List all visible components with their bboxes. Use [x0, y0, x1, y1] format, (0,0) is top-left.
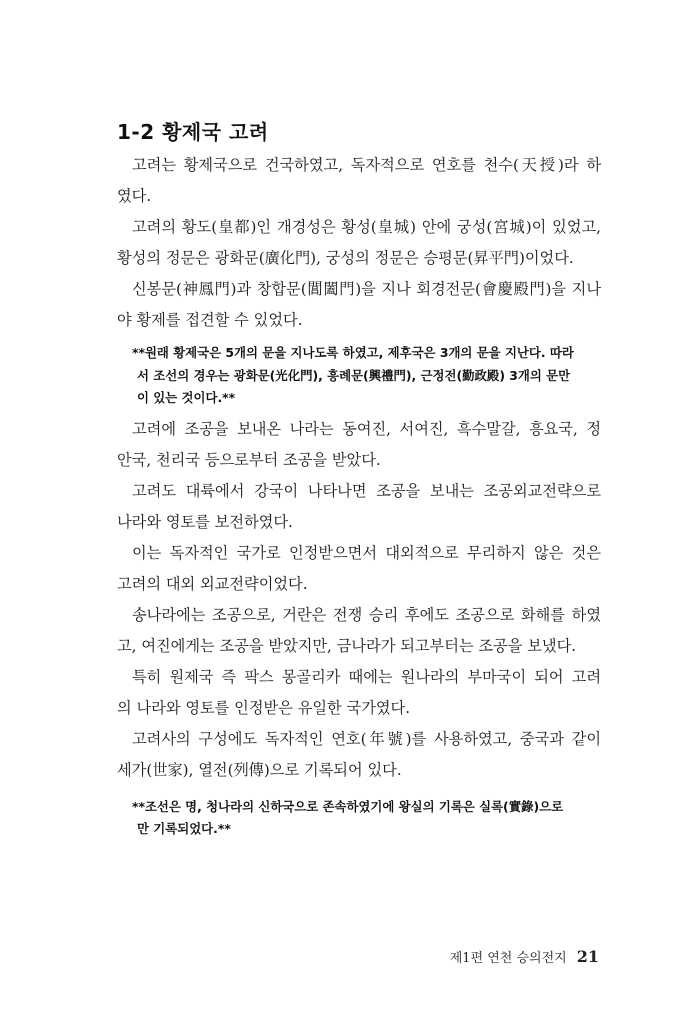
footnote	[117, 342, 587, 410]
paragraph	[117, 414, 601, 476]
paragraph-line: 고려사의 구성에도 독자적인 연호(年號)를 사용하였고, 중국과 같이	[132, 729, 601, 748]
paragraph	[117, 538, 601, 600]
paragraph	[117, 724, 601, 786]
page-footer	[450, 947, 599, 966]
paragraph-line: 고려도 대륙에서 강국이 나타나면 조공을 보내는 조공외교전략으로	[132, 481, 601, 500]
footnote-line: 서 조선의 경우는 광화문(光化門), 흥례문(興禮門), 근정전(勤政殿) 3개의 문만	[137, 367, 571, 383]
page-number: 21	[576, 947, 599, 966]
paragraph	[117, 150, 601, 212]
paragraph-line: 였다.	[117, 187, 152, 205]
paragraph	[117, 476, 601, 538]
paragraph	[117, 662, 601, 724]
paragraph	[117, 212, 601, 274]
footnote-line: 이 있는 것이다.**	[137, 390, 236, 405]
paragraph-line: 나라와 영토를 보전하였다.	[117, 512, 293, 531]
paragraph	[117, 600, 601, 662]
paragraph-line: 고려의 대외 외교전략이었다.	[117, 574, 308, 593]
paragraph-line: 세가(世家), 열전(列傳)으로 기록되어 있다.	[117, 760, 402, 779]
paragraph-line: 이는 독자적인 국가로 인정받으면서 대외적으로 무리하지 않은 것은	[132, 543, 601, 562]
paragraph-line: 의 나라와 영토를 인정받은 유일한 국가였다.	[117, 698, 411, 717]
paragraph-line: 고려의 황도(皇都)인 개경성은 황성(皇城) 안에 궁성(宮城)이 있었고,	[132, 218, 601, 236]
paragraph-line: 야 황제를 접견할 수 있었다.	[117, 311, 303, 329]
paragraph-line: 송나라에는 조공으로, 거란은 전쟁 승리 후에도 조공으로 화해를 하였	[132, 605, 601, 624]
paragraph	[117, 274, 601, 336]
paragraph-line: 고, 여진에게는 조공을 받았지만, 금나라가 되고부터는 조공을 보냈다.	[117, 636, 577, 655]
footnote-line: 만 기록되었다.**	[137, 821, 231, 836]
footnote	[117, 796, 587, 841]
section-heading: 1-2 황제국 고려	[117, 120, 269, 144]
body-text	[117, 150, 601, 841]
paragraph-line: 고려는 황제국으로 건국하였고, 독자적으로 연호를 천수(天授)라 하	[132, 156, 601, 174]
paragraph-line: 특히 원제국 즉 팍스 몽골리카 때에는 원나라의 부마국이 되어 고려	[132, 667, 601, 686]
paragraph-line: 고려에 조공을 보내온 나라는 동여진, 서여진, 흑수말갈, 흥요국, 정	[132, 419, 601, 438]
paragraph-line: 신봉문(神鳳門)과 창합문(閶闔門)을 지나 회경전문(會慶殿門)을 지나	[132, 280, 601, 298]
footnote-line: **원래 황제국은 5개의 문을 지나도록 하였고, 제후국은 3개의 문을 지난다. 따라	[132, 345, 574, 360]
footnote-line: **조선은 명, 청나라의 신하국으로 존속하였기에 왕실의 기록은 실록(實錄)으로	[132, 798, 564, 814]
paragraph-line: 안국, 천리국 등으로부터 조공을 받았다.	[117, 450, 381, 469]
running-footer-title: 제1편 연천 승의전지	[449, 951, 567, 966]
paragraph-line: 황성의 정문은 광화문(廣化門), 궁성의 정문은 승평문(昇平門)이었다.	[117, 249, 574, 267]
